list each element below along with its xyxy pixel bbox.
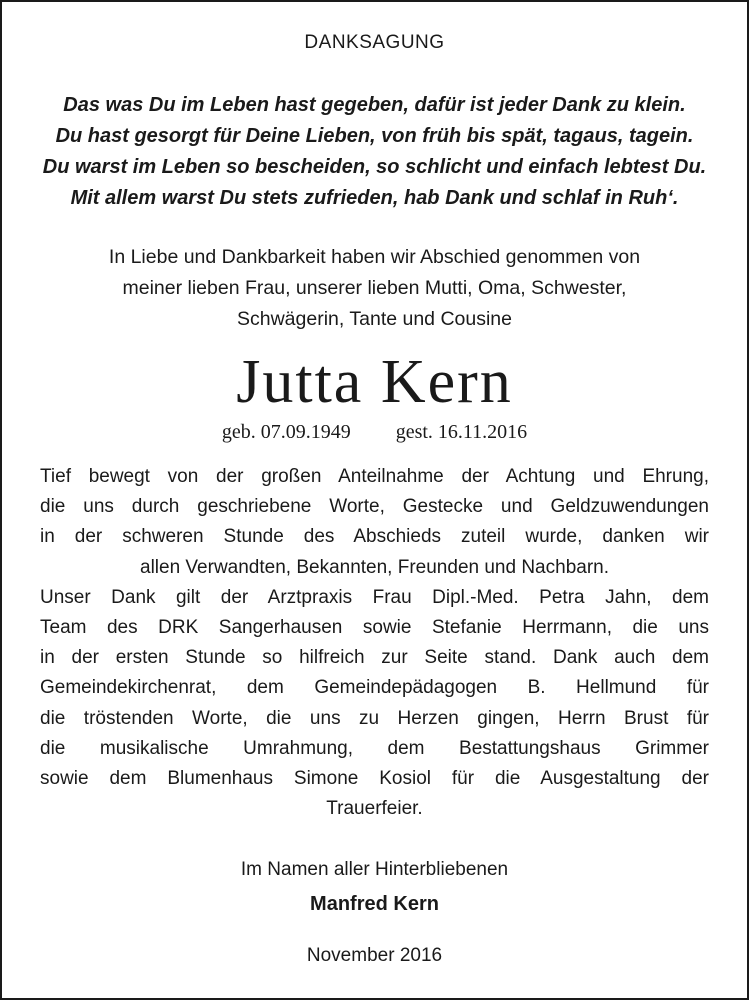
birth-date: geb. 07.09.1949 [221,421,351,443]
intro-text [2,242,747,335]
notice-heading: DANKSAGUNG [304,32,445,53]
thanks-line: Tief bewegt von der großen Anteilnahme der Achtung und Ehrung, [40,466,709,487]
thanks-line: Unser Dank gilt der Arztpraxis Frau Dipl.-Med. Petra Jahn, dem [40,586,709,608]
thanks-line: die uns durch geschriebene Worte, Gestecke und Geldzuwendungen [40,496,709,518]
thanks-line: in der schweren Stunde des Abschieds zuteil wurde, danken wir [40,526,709,548]
thanks-line: sowie dem Blumenhaus Simone Kosiol für die Ausgestaltung der [40,768,709,790]
thanks-line: Team des DRK Sangerhausen sowie Stefanie Herrmann, die uns [40,617,709,639]
on-behalf-line: Im Namen aller Hinterbliebenen [240,859,509,880]
life-dates [2,421,747,444]
thanks-line: die tröstenden Worte, die uns zu Herzen gingen, Herrn Brust für [40,707,709,729]
intro-line: In Liebe und Dankbarkeit haben wir Abschied genommen von [108,246,641,268]
thanks-line: Trauerfeier. [326,798,423,820]
death-date: gest. 16.11.2016 [395,421,528,443]
thanks-line: in der ersten Stunde so hilfreich zur Seite stand. Dank auch dem [40,647,709,669]
poem [2,90,747,214]
poem-line: Du warst im Leben so bescheiden, so schlicht und einfach lebtest Du. [42,156,707,178]
deceased-name: Jutta Kern [236,348,513,416]
notice-date: November 2016 [306,945,443,966]
thanks-line: allen Verwandten, Bekannten, Freunden und Nachbarn. [140,556,609,578]
signer-name: Manfred Kern [310,893,439,915]
thanks-text [40,462,709,824]
poem-line: Du hast gesorgt für Deine Lieben, von früh bis spät, tagaus, tagein. [55,125,694,147]
thanks-line: die musikalische Umrahmung, dem Bestattungshaus Grimmer [40,737,709,759]
intro-line: meiner lieben Frau, unserer lieben Mutti, Oma, Schwester, [122,277,627,299]
poem-line: Das was Du im Leben hast gegeben, dafür ist jeder Dank zu klein. [63,94,686,116]
intro-line: Schwägerin, Tante und Cousine [237,308,512,330]
poem-line: Mit allem warst Du stets zufrieden, hab Dank und schlaf in Ruh‘. [70,187,679,209]
thanks-line: Gemeindekirchenrat, dem Gemeindepädagogen B. Hellmund für [40,677,709,699]
